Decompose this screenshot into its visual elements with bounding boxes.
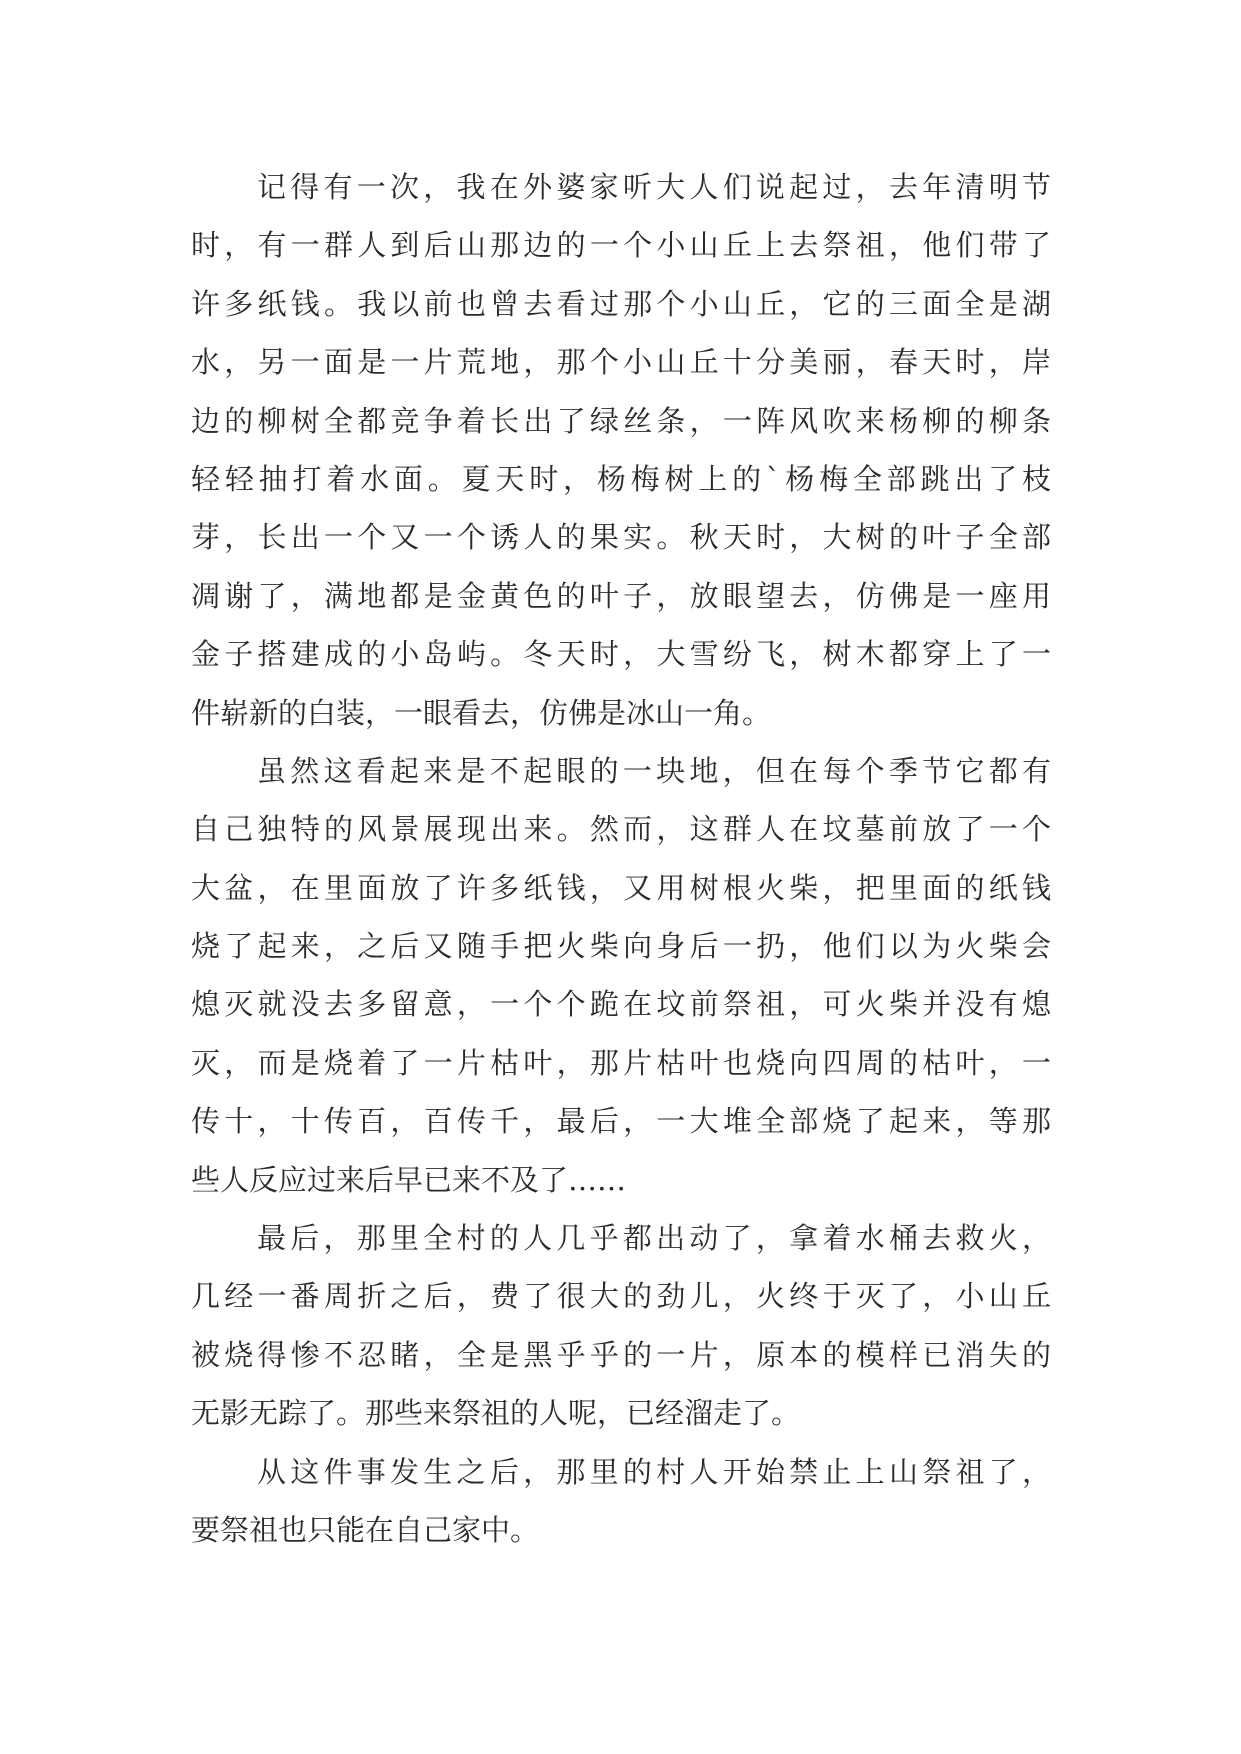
text-line: 自己独特的风景展现出来。然而，这群人在坟墓前放了一个	[191, 812, 1051, 847]
text-line: 边的柳树全都竞争着长出了绿丝条，一阵风吹来杨柳的柳条	[191, 403, 1051, 438]
paragraph-4	[191, 1443, 1051, 1560]
text-line: 从这件事发生之后，那里的村人开始禁止上山祭祖了，	[257, 1454, 1051, 1489]
text-line: 几经一番周折之后，费了很大的劲儿，火终于灭了，小山丘	[191, 1279, 1051, 1314]
text-line: 轻轻抽打着水面。夏天时，杨梅树上的`杨梅全部跳出了枝	[191, 461, 1051, 496]
text-line: 芽，长出一个又一个诱人的果实。秋天时，大树的叶子全部	[191, 520, 1051, 555]
text-line: 被烧得惨不忍睹，全是黑乎乎的一片，原本的模样已消失的	[191, 1337, 1051, 1372]
text-line: 虽然这看起来是不起眼的一块地，但在每个季节它都有	[257, 753, 1051, 788]
text-line: 灭，而是烧着了一片枯叶，那片枯叶也烧向四周的枯叶，一	[191, 1045, 1051, 1080]
text-line: 熄灭就没去多留意，一个个跪在坟前祭祖，可火柴并没有熄	[191, 987, 1051, 1022]
text-line: 件崭新的白装，一眼看去，仿佛是冰山一角。	[191, 695, 772, 730]
document-body	[191, 158, 1051, 1559]
text-line: 最后，那里全村的人几乎都出动了，拿着水桶去救火，	[257, 1221, 1051, 1256]
text-line: 传十，十传百，百传千，最后，一大堆全部烧了起来，等那	[191, 1104, 1051, 1139]
text-line: 时，有一群人到后山那边的一个小山丘上去祭祖，他们带了	[191, 228, 1051, 263]
text-line: 金子搭建成的小岛屿。冬天时，大雪纷飞，树木都穿上了一	[191, 637, 1051, 672]
paragraph-2	[191, 742, 1051, 1209]
text-line: 要祭祖也只能在自己家中。	[191, 1512, 540, 1547]
text-line: 些人反应过来后早已来不及了……	[191, 1162, 627, 1197]
text-line: 烧了起来，之后又随手把火柴向身后一扔，他们以为火柴会	[191, 929, 1051, 964]
paragraph-3	[191, 1209, 1051, 1443]
text-line: 许多纸钱。我以前也曾去看过那个小山丘，它的三面全是湖	[191, 286, 1051, 321]
text-line: 无影无踪了。那些来祭祖的人呢，已经溜走了。	[191, 1396, 801, 1431]
text-line: 凋谢了，满地都是金黄色的叶子，放眼望去，仿佛是一座用	[191, 578, 1051, 613]
text-line: 记得有一次，我在外婆家听大人们说起过，去年清明节	[257, 170, 1051, 204]
text-line: 大盆，在里面放了许多纸钱，又用树根火柴，把里面的纸钱	[191, 870, 1051, 905]
text-line: 水，另一面是一片荒地，那个小山丘十分美丽，春天时，岸	[191, 345, 1051, 380]
paragraph-1	[191, 158, 1051, 742]
